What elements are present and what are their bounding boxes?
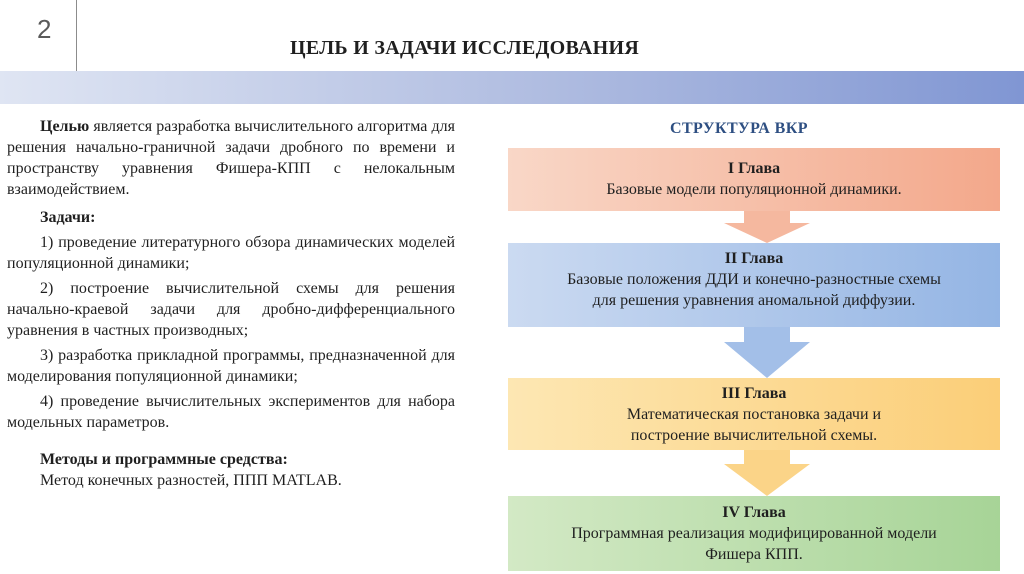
chapter-3-box: [508, 378, 1000, 450]
task-text: разработка прикладной программы, предназначенной для моделирования популяционной динамики;: [7, 347, 455, 385]
goal-lead: Целью: [40, 118, 90, 135]
task-num: 4): [40, 393, 54, 410]
task-text: построение вычислительной схемы для решения начально-краевой задачи для дробно-дифференциального уравнения в частных производных;: [7, 280, 456, 339]
task-item-1: [7, 232, 455, 274]
arrow-shape: [724, 211, 810, 243]
header-divider: [76, 0, 77, 74]
task-item-2: [7, 278, 455, 341]
slide-title: ЦЕЛЬ И ЗАДАЧИ ИССЛЕДОВАНИЯ: [290, 37, 640, 59]
chapter-line: для решения уравнения аномальной диффузии.: [592, 292, 916, 309]
chapter-4-box: [508, 496, 1000, 571]
chapter-heading: IV Глава: [722, 504, 786, 521]
task-item-3: [7, 345, 455, 387]
chapter-line: Фишера КПП.: [705, 546, 803, 563]
arrow-shape: [724, 327, 810, 378]
chapter-heading: III Глава: [721, 385, 787, 402]
down-arrow-icon: [724, 211, 810, 243]
task-num: 1): [40, 234, 54, 251]
down-arrow-icon: [724, 450, 810, 496]
tasks-heading: Задачи:: [40, 209, 96, 226]
chapter-1-box: [508, 148, 1000, 211]
task-item-4: [7, 391, 455, 433]
chapter-line: построение вычислительной схемы.: [630, 427, 878, 444]
chapter-2-box: [508, 243, 1000, 327]
header-band: [0, 71, 1024, 104]
chapter-line: Программная реализация модифицированной модели: [571, 525, 937, 542]
task-text: проведение вычислительных экспериментов для набора модельных параметров.: [7, 393, 456, 431]
chapter-line: Базовые положения ДДИ и конечно-разностные схемы: [567, 271, 941, 288]
chapter-line: Базовые модели популяционной динамики.: [606, 181, 902, 198]
task-num: 3): [40, 347, 54, 364]
slide-number: 2: [37, 14, 52, 44]
task-text: проведение литературного обзора динамических моделей популяционной динамики;: [7, 234, 456, 272]
methods-heading: Методы и программные средства:: [40, 451, 288, 468]
arrow-shape: [724, 450, 810, 496]
goal-paragraph: [7, 116, 455, 200]
chapter-line: Математическая постановка задачи и: [626, 406, 882, 423]
methods-text: Метод конечных разностей, ППП MATLAB.: [40, 472, 342, 489]
structure-title: СТРУКТУРА ВКР: [670, 120, 808, 137]
down-arrow-icon: [724, 327, 810, 378]
task-num: 2): [40, 280, 54, 297]
goal-text: является разработка вычислительного алгоритма для решения начально-граничной задачи дробного по времени и пространству уравнения Фишера-КПП с нелокальным взаимодействием.: [7, 118, 455, 198]
chapter-heading: II Глава: [724, 250, 784, 267]
chapter-heading: I Глава: [727, 160, 781, 177]
left-column: [7, 116, 455, 491]
